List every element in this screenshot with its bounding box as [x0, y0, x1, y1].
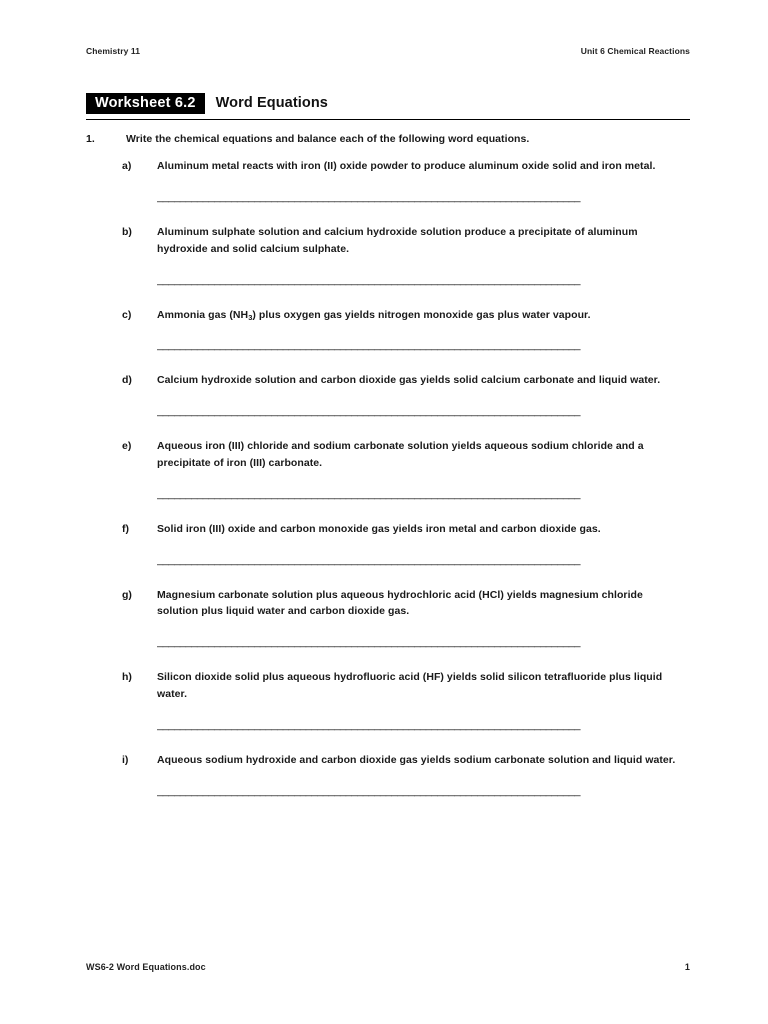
- title-row: [86, 91, 690, 116]
- item-text: Aqueous iron (III) chloride and sodium carbonate solution yields aqueous sodium chloride and a precipitate of iron (III) carbonate.: [157, 440, 644, 470]
- header-course-label: Chemistry 11: [86, 46, 141, 56]
- item-label: c): [122, 308, 132, 321]
- item-row-f: [86, 521, 690, 538]
- footer-page-number: 1: [684, 962, 690, 972]
- item-row-b: [86, 224, 690, 258]
- item-row-g: [86, 587, 690, 621]
- question-stem: Write the chemical equations and balance each of the following word equations.: [126, 133, 530, 145]
- list-item: [86, 372, 690, 418]
- question-stem-row: [86, 131, 690, 147]
- answer-line[interactable]: __________________________________________________________________________: [157, 554, 581, 566]
- title-block: [86, 91, 690, 120]
- question-number: 1.: [86, 133, 95, 145]
- worksheet-number-badge: Worksheet 6.2: [86, 93, 205, 115]
- list-item: [86, 158, 690, 204]
- footer-filename: WS6-2 Word Equations.doc: [86, 962, 206, 972]
- answer-line[interactable]: __________________________________________________________________________: [157, 406, 581, 418]
- answer-line[interactable]: __________________________________________________________________________: [157, 488, 581, 500]
- item-text: Aluminum sulphate solution and calcium hydroxide solution produce a precipitate of aluminum hydroxide and solid calcium sulphate.: [157, 226, 638, 255]
- item-row-h: [86, 669, 690, 703]
- item-row-e: [86, 438, 690, 472]
- answer-line[interactable]: __________________________________________________________________________: [157, 340, 581, 352]
- answer-line[interactable]: __________________________________________________________________________: [157, 192, 581, 204]
- answer-line[interactable]: __________________________________________________________________________: [157, 719, 581, 731]
- item-text-part-2: ) plus oxygen gas yields nitrogen monoxide gas plus water vapour.: [252, 308, 591, 321]
- item-label: g): [122, 588, 132, 601]
- list-item: [86, 307, 690, 353]
- question-items-list: [86, 158, 690, 797]
- list-item: [86, 669, 690, 732]
- question-1: [0, 131, 768, 798]
- item-label: b): [122, 226, 132, 239]
- item-text-part-1: Ammonia gas (NH: [157, 308, 249, 321]
- item-label: a): [122, 160, 132, 173]
- answer-line[interactable]: __________________________________________________________________________: [157, 785, 581, 797]
- item-row-c: [86, 307, 690, 324]
- item-row-i: [86, 752, 690, 769]
- item-row-d: [86, 372, 690, 389]
- list-item: [86, 224, 690, 287]
- title-divider: [86, 119, 690, 120]
- list-item: [86, 438, 690, 501]
- item-text: Magnesium carbonate solution plus aqueous hydrochloric acid (HCl) yields magnesium chloride solution plus liquid water and carbon dioxide gas.: [157, 588, 643, 618]
- item-text: [157, 307, 591, 324]
- item-label: e): [122, 440, 132, 453]
- list-item: [86, 752, 690, 798]
- item-label: h): [122, 671, 132, 684]
- item-label: f): [122, 522, 129, 535]
- header-unit-label: Unit 6 Chemical Reactions: [580, 46, 690, 56]
- list-item: [86, 521, 690, 567]
- item-row-a: [86, 158, 690, 175]
- answer-line[interactable]: __________________________________________________________________________: [157, 274, 581, 286]
- item-label: d): [122, 374, 132, 387]
- running-header: [86, 46, 690, 56]
- page-footer: [86, 962, 690, 972]
- item-text: Calcium hydroxide solution and carbon dioxide gas yields solid calcium carbonate and liquid water.: [157, 374, 661, 387]
- worksheet-content: [0, 131, 768, 818]
- answer-line[interactable]: __________________________________________________________________________: [157, 637, 581, 649]
- item-text: Aqueous sodium hydroxide and carbon dioxide gas yields sodium carbonate solution and liquid water.: [157, 753, 676, 766]
- list-item: [86, 587, 690, 650]
- page-title: Word Equations: [215, 95, 328, 112]
- item-text: Solid iron (III) oxide and carbon monoxide gas yields iron metal and carbon dioxide gas.: [157, 522, 601, 535]
- formula-subscript: 3: [248, 312, 253, 322]
- item-text: Silicon dioxide solid plus aqueous hydrofluoric acid (HF) yields solid silicon tetrafluoride plus liquid water.: [157, 671, 663, 701]
- item-label: i): [122, 753, 129, 766]
- item-text: Aluminum metal reacts with iron (II) oxide powder to produce aluminum oxide solid and iron metal.: [157, 160, 656, 173]
